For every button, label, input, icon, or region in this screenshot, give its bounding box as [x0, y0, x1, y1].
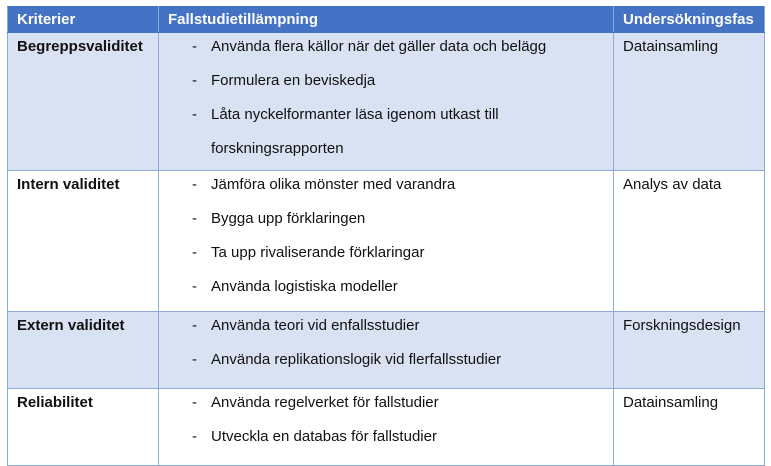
dash-bullet: -: [192, 244, 197, 261]
list-item: [159, 37, 613, 57]
application-cell: [159, 389, 614, 466]
validity-criteria-table: [7, 6, 765, 466]
list-item-text: Använda replikationslogik vid flerfallsstudier: [211, 351, 502, 368]
list-item: [159, 393, 613, 413]
application-cell: [159, 171, 614, 312]
header-research-phase: Undersökningsfas: [614, 7, 765, 33]
application-list: [159, 393, 613, 447]
criterion-cell: Reliabilitet: [8, 389, 159, 466]
list-item-text: Ta upp rivaliserande förklaringar: [211, 244, 425, 261]
criterion-cell: Extern validitet: [8, 312, 159, 389]
list-item-text: Jämföra olika mönster med varandra: [211, 176, 456, 193]
criterion-cell: Begreppsvaliditet: [8, 33, 159, 171]
phase-cell: Analys av data: [614, 171, 765, 312]
list-item: [159, 209, 613, 229]
application-list: [159, 175, 613, 297]
phase-cell: Forskningsdesign: [614, 312, 765, 389]
criterion-cell: Intern validitet: [8, 171, 159, 312]
dash-bullet: -: [192, 278, 197, 295]
table-row: [8, 312, 765, 389]
list-item: [159, 175, 613, 195]
dash-bullet: -: [192, 351, 197, 368]
dash-bullet: -: [192, 38, 197, 55]
list-item: [159, 277, 613, 297]
list-item-text: Bygga upp förklaringen: [211, 210, 366, 227]
list-item: [159, 71, 613, 91]
list-item-text: Använda logistiska modeller: [211, 278, 398, 295]
dash-bullet: -: [192, 210, 197, 227]
phase-cell: Datainsamling: [614, 33, 765, 171]
list-item-continuation: forskningsrapporten: [211, 140, 344, 157]
application-list: [159, 37, 613, 159]
list-item-text: Låta nyckelformanter läsa igenom utkast till: [211, 106, 499, 123]
list-item: [159, 350, 613, 370]
application-cell: [159, 33, 614, 171]
table-row: [8, 171, 765, 312]
header-case-study-application: Fallstudietillämpning: [159, 7, 614, 33]
phase-cell: Datainsamling: [614, 389, 765, 466]
dash-bullet: -: [192, 317, 197, 334]
list-item-text: Utveckla en databas för fallstudier: [211, 428, 437, 445]
application-list: [159, 316, 613, 370]
list-item-text: Använda regelverket för fallstudier: [211, 394, 439, 411]
list-item: [159, 427, 613, 447]
header-row: [8, 7, 765, 33]
list-item: [159, 316, 613, 336]
table-row: [8, 389, 765, 466]
list-item-text: Formulera en beviskedja: [211, 72, 376, 89]
list-item-text: Använda teori vid enfallsstudier: [211, 317, 420, 334]
application-cell: [159, 312, 614, 389]
dash-bullet: -: [192, 176, 197, 193]
list-item: [159, 105, 613, 159]
list-item-text: Använda flera källor när det gäller data och belägg: [211, 38, 547, 55]
list-item: [159, 243, 613, 263]
dash-bullet: -: [192, 72, 197, 89]
header-criteria: Kriterier: [8, 7, 159, 33]
dash-bullet: -: [192, 106, 197, 123]
dash-bullet: -: [192, 428, 197, 445]
dash-bullet: -: [192, 394, 197, 411]
table-row: [8, 33, 765, 171]
